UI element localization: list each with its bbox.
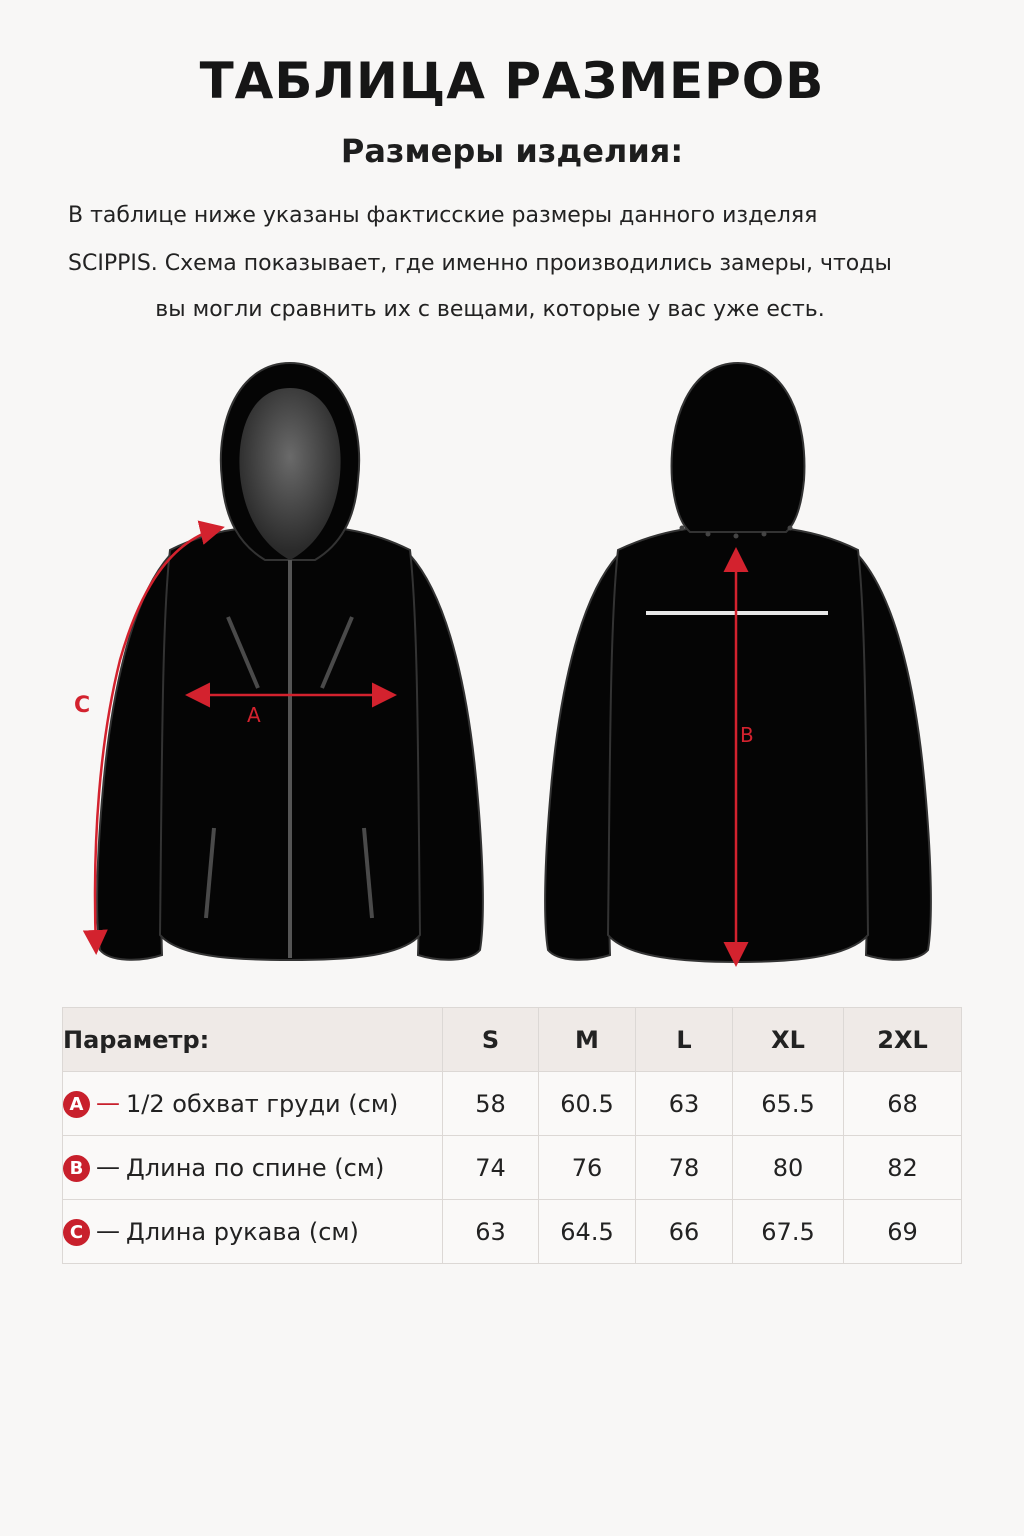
table-row xyxy=(63,1136,962,1200)
cell-value: 76 xyxy=(539,1136,636,1200)
row-label: Длина по спине (см) xyxy=(126,1154,385,1182)
badge-c: C xyxy=(63,1219,90,1246)
column-header-l: L xyxy=(636,1008,733,1072)
cell-value: 67.5 xyxy=(733,1200,844,1264)
description-line-3: вы могли сравнить их с вещами, которые у вас уже есть. xyxy=(155,297,825,322)
cell-value: 63 xyxy=(636,1072,733,1136)
label-a: A xyxy=(247,703,261,727)
badge-a: A xyxy=(63,1091,90,1118)
cell-value: 64.5 xyxy=(539,1200,636,1264)
badge-b: B xyxy=(63,1155,90,1182)
cell-value: 66 xyxy=(636,1200,733,1264)
front-jacket xyxy=(97,363,483,960)
cell-value: 65.5 xyxy=(733,1072,844,1136)
row-parameter xyxy=(63,1136,443,1200)
description-line-1: В таблице ниже указаны фактисские размеры данного изделяя xyxy=(68,203,818,228)
row-parameter xyxy=(63,1072,443,1136)
measurement-diagram xyxy=(0,350,1024,980)
row-label: 1/2 обхват груди (см) xyxy=(126,1090,399,1118)
table-row xyxy=(63,1200,962,1264)
dash: — xyxy=(96,1089,120,1117)
label-b: B xyxy=(740,723,754,747)
cell-value: 69 xyxy=(844,1200,962,1264)
cell-value: 82 xyxy=(844,1136,962,1200)
row-parameter xyxy=(63,1200,443,1264)
description-line-2: SCIPPIS. Схема показывает, где именно производились замеры, чтоды xyxy=(68,251,892,276)
table-header-row xyxy=(63,1008,962,1072)
column-header-xl: XL xyxy=(733,1008,844,1072)
dash: — xyxy=(96,1217,120,1245)
page-subtitle: Размеры изделия: xyxy=(340,132,684,170)
cell-value: 74 xyxy=(443,1136,539,1200)
label-c: C xyxy=(74,693,91,718)
cell-value: 68 xyxy=(844,1072,962,1136)
size-table xyxy=(62,1007,962,1264)
back-jacket xyxy=(545,363,931,962)
page-title: ТАБЛИЦА РАЗМЕРОВ xyxy=(199,52,825,110)
cell-value: 78 xyxy=(636,1136,733,1200)
column-header-2xl: 2XL xyxy=(844,1008,962,1072)
column-header-parameter: Параметр: xyxy=(63,1008,443,1072)
column-header-m: M xyxy=(539,1008,636,1072)
dash: — xyxy=(96,1153,120,1181)
cell-value: 80 xyxy=(733,1136,844,1200)
table-row xyxy=(63,1072,962,1136)
cell-value: 58 xyxy=(443,1072,539,1136)
cell-value: 63 xyxy=(443,1200,539,1264)
cell-value: 60.5 xyxy=(539,1072,636,1136)
row-label: Длина рукава (см) xyxy=(126,1218,359,1246)
column-header-s: S xyxy=(443,1008,539,1072)
